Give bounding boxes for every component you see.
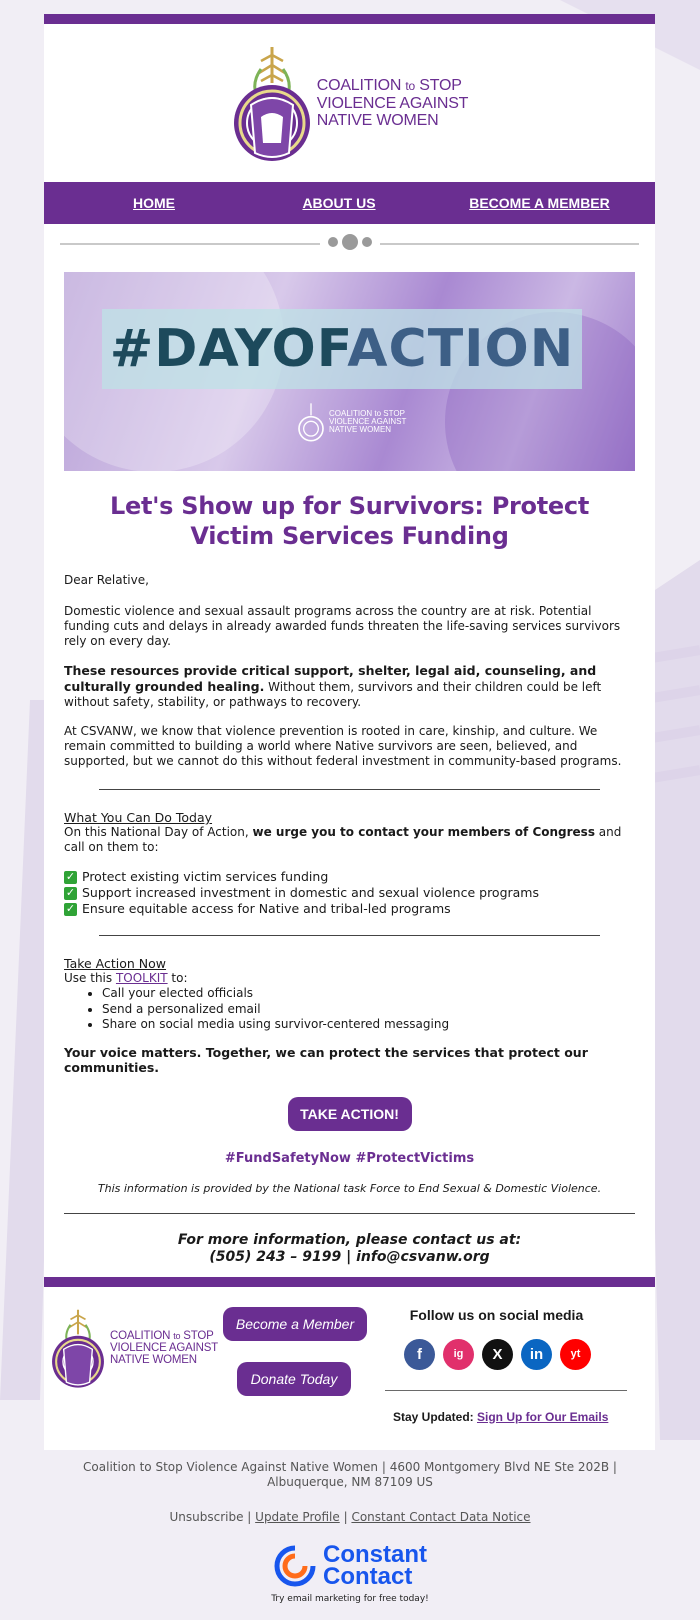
info-attribution: This information is provided by the National task Force to End Sexual & Domestic Violence. <box>97 1181 602 1195</box>
become-member-button[interactable]: Become a Member <box>223 1307 367 1341</box>
page-title: Let's Show up for Survivors: Protect Victim Services Funding <box>109 492 589 550</box>
csvanw-emblem-icon <box>231 43 313 163</box>
checklist-item-text: Support increased investment in domestic and sexual violence programs <box>82 885 540 900</box>
footer-logo-wordmark <box>110 1330 218 1366</box>
x-twitter-icon[interactable]: X <box>482 1339 513 1370</box>
footer-emblem-icon <box>50 1307 106 1389</box>
banner-logo-word-to: to <box>374 409 382 418</box>
banner-hashtag <box>110 319 575 379</box>
toolkit-line-prefix: Use this <box>64 971 116 985</box>
nav-home-link[interactable]: HOME <box>133 195 175 211</box>
divider-dot <box>328 237 338 247</box>
cc-word-2: Contact <box>323 1563 413 1590</box>
what-intro-part2: and call on them to: <box>64 825 622 854</box>
linkedin-icon[interactable]: in <box>521 1339 552 1370</box>
footer-logo-line-2: VIOLENCE AGAINST <box>110 1341 218 1354</box>
mailing-address: Coalition to Stop Violence Against Native Women | 4600 Montgomery Blvd NE Ste 202B | Albuquerque, NM 87109 US <box>83 1460 617 1489</box>
what-heading: What You Can Do Today <box>64 810 213 825</box>
footer-logo-word-stop: STOP <box>183 1329 214 1342</box>
stay-updated <box>393 1410 608 1424</box>
cta-wrap <box>44 1097 655 1131</box>
paragraph-csvanw: At CSVANW, we know that violence prevention is rooted in care, kinship, and culture. We remain committed to building a world where Native survivors are seen, believed, and supported, but we cannot do this without federal investment in community-based programs. <box>64 724 622 768</box>
stay-updated-label: Stay Updated: <box>393 1409 478 1424</box>
nav-member-link[interactable]: BECOME A MEMBER <box>469 195 610 211</box>
header-logo-area <box>44 24 655 182</box>
constant-contact-wordmark <box>323 1541 427 1590</box>
divider-dot <box>362 237 372 247</box>
toolkit-link[interactable]: TOOLKIT <box>115 971 168 985</box>
list-item: • Share on social media using survivor-centered messaging <box>102 1017 635 1033</box>
constant-contact-swirl-icon <box>273 1544 317 1588</box>
greeting: Dear Relative, <box>64 573 149 587</box>
banner-hashtag-box <box>102 309 582 389</box>
checkmark-icon: ✓ <box>65 886 76 899</box>
what-intro <box>64 825 635 855</box>
facebook-icon[interactable]: f <box>404 1339 435 1370</box>
main-content <box>44 573 655 769</box>
checklist-item <box>64 885 635 901</box>
take-action-section <box>44 956 655 1075</box>
csvanw-logo[interactable] <box>231 43 469 163</box>
banner-emblem-icon <box>296 402 326 442</box>
contact-divider <box>64 1213 635 1214</box>
banner-logo-line-2: VIOLENCE AGAINST <box>329 417 407 426</box>
take-action-heading: Take Action Now <box>64 956 167 971</box>
youtube-icon[interactable]: yt <box>560 1339 591 1370</box>
footer-social-divider <box>385 1390 627 1391</box>
take-action-button[interactable]: TAKE ACTION! <box>288 1097 412 1131</box>
cc-word-1: Constant <box>323 1541 427 1568</box>
contact-line-2[interactable]: (505) 243 – 9199 | info@csvanw.org <box>209 1248 490 1265</box>
logo-line-3: NATIVE WOMEN <box>316 112 439 129</box>
checklist-item <box>64 901 635 917</box>
toolkit-line <box>64 971 635 986</box>
action-checklist <box>64 869 635 917</box>
hashtags: #FundSafetyNow #ProtectVictims <box>224 1150 475 1166</box>
social-links <box>404 1339 599 1370</box>
logo-wordmark <box>317 77 469 129</box>
divider-dots <box>320 234 380 250</box>
constant-contact-footer <box>0 1450 700 1604</box>
cc-tagline[interactable]: Try email marketing for free today! <box>271 1594 429 1604</box>
checklist-item-text: Ensure equitable access for Native and tribal-led programs <box>82 901 451 916</box>
list-item: • Call your elected officials <box>102 986 635 1002</box>
decorative-divider <box>44 224 655 262</box>
toolkit-line-suffix: to: <box>167 971 188 985</box>
what-you-can-do-section <box>44 810 655 917</box>
logo-line-2: VIOLENCE AGAINST <box>316 95 469 112</box>
paragraph-resources-rest: Without them, survivors and their children could be left without safety, stability, or pathways to recovery. <box>64 680 602 709</box>
checklist-item-text: Protect existing victim services funding <box>82 869 329 884</box>
contact-block <box>44 1232 655 1266</box>
signup-emails-link[interactable]: Sign Up for Our Emails <box>477 1409 609 1424</box>
banner-hashtag-part1: #DAYOF <box>109 319 348 379</box>
checklist-item <box>64 869 635 885</box>
banner-logo-line-3: NATIVE WOMEN <box>329 425 392 434</box>
footer-logo-word-coalition: COALITION <box>110 1329 171 1342</box>
what-intro-part1: On this National Day of Action, <box>64 825 253 839</box>
email-preferences <box>0 1510 700 1524</box>
list-item: • Send a personalized email <box>102 1002 635 1018</box>
banner-logo-text <box>329 410 406 434</box>
contact-line-1: For more information, please contact us at: <box>177 1231 522 1248</box>
day-of-action-banner[interactable] <box>64 272 635 471</box>
separator: | <box>247 1510 256 1524</box>
constant-contact-logo[interactable] <box>0 1541 700 1590</box>
paragraph-resources <box>64 663 635 710</box>
banner-logo-word-stop: STOP <box>383 409 405 418</box>
instagram-icon[interactable]: ig <box>443 1339 474 1370</box>
section-divider <box>99 789 600 790</box>
paragraph-risk: Domestic violence and sexual assault programs across the country are at risk. Potential funding cuts and delays in already awarded funds threaten the life-saving services survivors rely on every day. <box>64 604 621 648</box>
paragraph-resources-bold: These resources provide critical support, shelter, legal aid, counseling, and culturally grounded healing. <box>64 663 597 694</box>
data-notice-link[interactable]: Constant Contact Data Notice <box>351 1510 531 1524</box>
logo-word-stop: STOP <box>419 77 462 94</box>
email-body <box>44 14 655 1450</box>
footer <box>44 1287 655 1447</box>
separator: | <box>343 1510 352 1524</box>
logo-word-coalition: COALITION <box>316 77 402 94</box>
footer-logo-line-3: NATIVE WOMEN <box>110 1353 197 1366</box>
checkmark-icon: ✓ <box>65 902 76 915</box>
banner-logo <box>296 402 406 442</box>
banner-logo-word-coalition: COALITION <box>329 409 373 418</box>
logo-word-to: to <box>405 79 416 93</box>
voice-matters: Your voice matters. Together, we can protect the services that protect our communities. <box>64 1044 588 1075</box>
banner-hashtag-part2: ACTION <box>347 319 575 379</box>
footer-accent-bar <box>44 1277 655 1287</box>
follow-heading: Follow us on social media <box>409 1306 584 1323</box>
footer-logo[interactable] <box>50 1307 218 1389</box>
footer-logo-word-to: to <box>173 1330 181 1341</box>
nav-about-link[interactable]: ABOUT US <box>302 195 376 211</box>
toolkit-bullet-list <box>64 986 635 1033</box>
top-accent-bar <box>44 14 655 24</box>
unsubscribe-link[interactable]: Unsubscribe <box>169 1510 244 1524</box>
section-divider <box>99 935 600 936</box>
checkmark-icon: ✓ <box>65 870 76 883</box>
what-intro-bold: we urge you to contact your members of Congress <box>252 825 595 839</box>
donate-button[interactable]: Donate Today <box>237 1362 351 1396</box>
main-nav <box>44 182 655 224</box>
update-profile-link[interactable]: Update Profile <box>255 1510 340 1524</box>
divider-dot <box>342 234 358 250</box>
